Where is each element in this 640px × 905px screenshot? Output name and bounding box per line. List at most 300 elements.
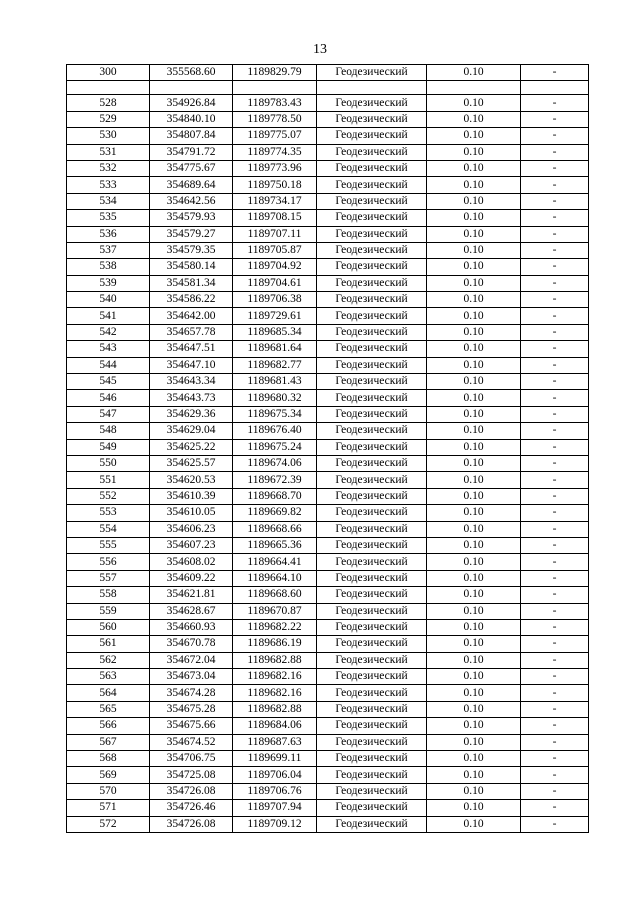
note-cell: - — [521, 472, 589, 488]
accuracy-cell: 0.10 — [427, 111, 521, 127]
point-number-cell: 569 — [67, 767, 150, 783]
method-cell: Геодезический — [317, 259, 427, 275]
y-coordinate-cell: 1189706.04 — [233, 767, 317, 783]
x-coordinate-cell: 354607.23 — [150, 537, 233, 553]
note-cell: - — [521, 488, 589, 504]
point-number-cell: 534 — [67, 193, 150, 209]
table-row — [67, 587, 589, 603]
accuracy-cell: 0.10 — [427, 357, 521, 373]
note-cell: - — [521, 439, 589, 455]
y-coordinate-cell: 1189672.39 — [233, 472, 317, 488]
note-cell: - — [521, 324, 589, 340]
note-cell: - — [521, 111, 589, 127]
point-number-cell: 551 — [67, 472, 150, 488]
accuracy-cell: 0.10 — [427, 554, 521, 570]
y-coordinate-cell: 1189750.18 — [233, 177, 317, 193]
method-cell: Геодезический — [317, 816, 427, 832]
note-cell: - — [521, 193, 589, 209]
x-coordinate-cell: 354657.78 — [150, 324, 233, 340]
y-coordinate-cell: 1189783.43 — [233, 95, 317, 111]
accuracy-cell: 0.10 — [427, 177, 521, 193]
x-coordinate-cell: 354608.02 — [150, 554, 233, 570]
method-cell: Геодезический — [317, 652, 427, 668]
method-cell: Геодезический — [317, 439, 427, 455]
y-coordinate-cell: 1189680.32 — [233, 390, 317, 406]
point-number-cell: 563 — [67, 669, 150, 685]
x-coordinate-cell: 354579.93 — [150, 210, 233, 226]
x-coordinate-cell: 354629.36 — [150, 406, 233, 422]
accuracy-cell: 0.10 — [427, 619, 521, 635]
note-cell: - — [521, 65, 589, 81]
table-row — [67, 505, 589, 521]
y-coordinate-cell: 1189675.34 — [233, 406, 317, 422]
x-coordinate-cell: 354674.52 — [150, 734, 233, 750]
table-row — [67, 669, 589, 685]
accuracy-cell: 0.10 — [427, 570, 521, 586]
table-row — [67, 636, 589, 652]
y-coordinate-cell: 1189685.34 — [233, 324, 317, 340]
method-cell: Геодезический — [317, 783, 427, 799]
table-row — [67, 292, 589, 308]
point-number-cell: 557 — [67, 570, 150, 586]
table-row — [67, 341, 589, 357]
point-number-cell: 537 — [67, 242, 150, 258]
method-cell: Геодезический — [317, 242, 427, 258]
accuracy-cell: 0.10 — [427, 537, 521, 553]
accuracy-cell: 0.10 — [427, 406, 521, 422]
x-coordinate-cell: 354642.00 — [150, 308, 233, 324]
y-coordinate-cell: 1189676.40 — [233, 423, 317, 439]
accuracy-cell: 0.10 — [427, 587, 521, 603]
table-row — [67, 357, 589, 373]
accuracy-cell: 0.10 — [427, 374, 521, 390]
y-coordinate-cell: 1189706.38 — [233, 292, 317, 308]
y-coordinate-cell: 1189687.63 — [233, 734, 317, 750]
accuracy-cell: 0.10 — [427, 65, 521, 81]
point-number-cell — [67, 81, 150, 95]
accuracy-cell: 0.10 — [427, 341, 521, 357]
table-row — [67, 390, 589, 406]
note-cell: - — [521, 128, 589, 144]
accuracy-cell: 0.10 — [427, 472, 521, 488]
table-row — [67, 816, 589, 832]
point-number-cell: 547 — [67, 406, 150, 422]
note-cell: - — [521, 701, 589, 717]
accuracy-cell: 0.10 — [427, 652, 521, 668]
table-row — [67, 95, 589, 111]
y-coordinate-cell: 1189682.88 — [233, 652, 317, 668]
note-cell: - — [521, 292, 589, 308]
table-row — [67, 685, 589, 701]
point-number-cell: 541 — [67, 308, 150, 324]
table-row — [67, 570, 589, 586]
note-cell: - — [521, 521, 589, 537]
method-cell: Геодезический — [317, 505, 427, 521]
method-cell: Геодезический — [317, 210, 427, 226]
x-coordinate-cell: 354660.93 — [150, 619, 233, 635]
accuracy-cell: 0.10 — [427, 669, 521, 685]
point-number-cell: 536 — [67, 226, 150, 242]
table-row — [67, 603, 589, 619]
point-number-cell: 555 — [67, 537, 150, 553]
accuracy-cell: 0.10 — [427, 488, 521, 504]
note-cell: - — [521, 259, 589, 275]
accuracy-cell: 0.10 — [427, 292, 521, 308]
point-number-cell: 544 — [67, 357, 150, 373]
method-cell: Геодезический — [317, 128, 427, 144]
method-cell: Геодезический — [317, 701, 427, 717]
accuracy-cell: 0.10 — [427, 685, 521, 701]
accuracy-cell: 0.10 — [427, 455, 521, 471]
point-number-cell: 554 — [67, 521, 150, 537]
point-number-cell: 530 — [67, 128, 150, 144]
table-row — [67, 734, 589, 750]
y-coordinate-cell: 1189708.15 — [233, 210, 317, 226]
method-cell: Геодезический — [317, 521, 427, 537]
y-coordinate-cell: 1189682.16 — [233, 685, 317, 701]
note-cell: - — [521, 800, 589, 816]
accuracy-cell — [427, 81, 521, 95]
table-row — [67, 144, 589, 160]
table-row — [67, 488, 589, 504]
x-coordinate-cell: 354726.08 — [150, 783, 233, 799]
note-cell: - — [521, 619, 589, 635]
table-row — [67, 439, 589, 455]
y-coordinate-cell: 1189774.35 — [233, 144, 317, 160]
point-number-cell: 553 — [67, 505, 150, 521]
y-coordinate-cell: 1189734.17 — [233, 193, 317, 209]
note-cell: - — [521, 242, 589, 258]
point-number-cell: 571 — [67, 800, 150, 816]
x-coordinate-cell: 354674.28 — [150, 685, 233, 701]
y-coordinate-cell: 1189674.06 — [233, 455, 317, 471]
x-coordinate-cell: 354610.05 — [150, 505, 233, 521]
x-coordinate-cell: 355568.60 — [150, 65, 233, 81]
table-row — [67, 275, 589, 291]
x-coordinate-cell: 354647.51 — [150, 341, 233, 357]
table-row — [67, 226, 589, 242]
y-coordinate-cell: 1189707.11 — [233, 226, 317, 242]
x-coordinate-cell: 354579.27 — [150, 226, 233, 242]
x-coordinate-cell: 354689.64 — [150, 177, 233, 193]
point-number-cell: 552 — [67, 488, 150, 504]
y-coordinate-cell: 1189704.92 — [233, 259, 317, 275]
table-row — [67, 160, 589, 176]
accuracy-cell: 0.10 — [427, 144, 521, 160]
accuracy-cell: 0.10 — [427, 128, 521, 144]
y-coordinate-cell: 1189706.76 — [233, 783, 317, 799]
x-coordinate-cell — [150, 81, 233, 95]
accuracy-cell: 0.10 — [427, 734, 521, 750]
method-cell: Геодезический — [317, 751, 427, 767]
method-cell: Геодезический — [317, 65, 427, 81]
y-coordinate-cell: 1189775.07 — [233, 128, 317, 144]
x-coordinate-cell: 354725.08 — [150, 767, 233, 783]
note-cell: - — [521, 177, 589, 193]
method-cell: Геодезический — [317, 341, 427, 357]
accuracy-cell: 0.10 — [427, 800, 521, 816]
y-coordinate-cell: 1189664.41 — [233, 554, 317, 570]
method-cell: Геодезический — [317, 193, 427, 209]
table-row — [67, 521, 589, 537]
x-coordinate-cell: 354579.35 — [150, 242, 233, 258]
method-cell: Геодезический — [317, 406, 427, 422]
x-coordinate-cell: 354610.39 — [150, 488, 233, 504]
note-cell — [521, 81, 589, 95]
y-coordinate-cell: 1189684.06 — [233, 718, 317, 734]
table-row — [67, 81, 589, 95]
note-cell: - — [521, 587, 589, 603]
y-coordinate-cell: 1189682.16 — [233, 669, 317, 685]
accuracy-cell: 0.10 — [427, 603, 521, 619]
method-cell: Геодезический — [317, 472, 427, 488]
point-number-cell: 535 — [67, 210, 150, 226]
note-cell: - — [521, 144, 589, 160]
method-cell: Геодезический — [317, 177, 427, 193]
note-cell: - — [521, 357, 589, 373]
accuracy-cell: 0.10 — [427, 767, 521, 783]
point-number-cell: 531 — [67, 144, 150, 160]
point-number-cell: 540 — [67, 292, 150, 308]
y-coordinate-cell: 1189729.61 — [233, 308, 317, 324]
y-coordinate-cell: 1189704.61 — [233, 275, 317, 291]
point-number-cell: 565 — [67, 701, 150, 717]
accuracy-cell: 0.10 — [427, 701, 521, 717]
accuracy-cell: 0.10 — [427, 95, 521, 111]
x-coordinate-cell: 354675.66 — [150, 718, 233, 734]
note-cell: - — [521, 718, 589, 734]
table-row — [67, 767, 589, 783]
note-cell: - — [521, 341, 589, 357]
y-coordinate-cell — [233, 81, 317, 95]
x-coordinate-cell: 354673.04 — [150, 669, 233, 685]
table-row — [67, 455, 589, 471]
point-number-cell: 566 — [67, 718, 150, 734]
point-number-cell: 550 — [67, 455, 150, 471]
note-cell: - — [521, 505, 589, 521]
accuracy-cell: 0.10 — [427, 259, 521, 275]
note-cell: - — [521, 275, 589, 291]
point-number-cell: 300 — [67, 65, 150, 81]
accuracy-cell: 0.10 — [427, 783, 521, 799]
method-cell — [317, 81, 427, 95]
note-cell: - — [521, 751, 589, 767]
point-number-cell: 556 — [67, 554, 150, 570]
y-coordinate-cell: 1189707.94 — [233, 800, 317, 816]
y-coordinate-cell: 1189829.79 — [233, 65, 317, 81]
table-row — [67, 177, 589, 193]
y-coordinate-cell: 1189686.19 — [233, 636, 317, 652]
table-row — [67, 65, 589, 81]
point-number-cell: 559 — [67, 603, 150, 619]
method-cell: Геодезический — [317, 570, 427, 586]
table-row — [67, 406, 589, 422]
x-coordinate-cell: 354807.84 — [150, 128, 233, 144]
note-cell: - — [521, 816, 589, 832]
table-row — [67, 308, 589, 324]
method-cell: Геодезический — [317, 111, 427, 127]
y-coordinate-cell: 1189699.11 — [233, 751, 317, 767]
note-cell: - — [521, 783, 589, 799]
method-cell: Геодезический — [317, 357, 427, 373]
accuracy-cell: 0.10 — [427, 242, 521, 258]
method-cell: Геодезический — [317, 226, 427, 242]
point-number-cell: 549 — [67, 439, 150, 455]
method-cell: Геодезический — [317, 308, 427, 324]
coordinates-table — [66, 64, 589, 833]
method-cell: Геодезический — [317, 734, 427, 750]
accuracy-cell: 0.10 — [427, 636, 521, 652]
x-coordinate-cell: 354581.34 — [150, 275, 233, 291]
y-coordinate-cell: 1189681.64 — [233, 341, 317, 357]
table-row — [67, 374, 589, 390]
point-number-cell: 533 — [67, 177, 150, 193]
note-cell: - — [521, 95, 589, 111]
accuracy-cell: 0.10 — [427, 718, 521, 734]
y-coordinate-cell: 1189705.87 — [233, 242, 317, 258]
note-cell: - — [521, 570, 589, 586]
x-coordinate-cell: 354926.84 — [150, 95, 233, 111]
point-number-cell: 561 — [67, 636, 150, 652]
x-coordinate-cell: 354643.34 — [150, 374, 233, 390]
method-cell: Геодезический — [317, 488, 427, 504]
x-coordinate-cell: 354621.81 — [150, 587, 233, 603]
point-number-cell: 543 — [67, 341, 150, 357]
note-cell: - — [521, 636, 589, 652]
point-number-cell: 532 — [67, 160, 150, 176]
point-number-cell: 567 — [67, 734, 150, 750]
table-row — [67, 783, 589, 799]
x-coordinate-cell: 354643.73 — [150, 390, 233, 406]
point-number-cell: 558 — [67, 587, 150, 603]
accuracy-cell: 0.10 — [427, 751, 521, 767]
method-cell: Геодезический — [317, 95, 427, 111]
accuracy-cell: 0.10 — [427, 275, 521, 291]
y-coordinate-cell: 1189670.87 — [233, 603, 317, 619]
point-number-cell: 538 — [67, 259, 150, 275]
x-coordinate-cell: 354726.46 — [150, 800, 233, 816]
note-cell: - — [521, 554, 589, 570]
table-row — [67, 652, 589, 668]
accuracy-cell: 0.10 — [427, 439, 521, 455]
table-row — [67, 259, 589, 275]
x-coordinate-cell: 354670.78 — [150, 636, 233, 652]
table-row — [67, 324, 589, 340]
y-coordinate-cell: 1189668.66 — [233, 521, 317, 537]
method-cell: Геодезический — [317, 800, 427, 816]
table-row — [67, 701, 589, 717]
x-coordinate-cell: 354580.14 — [150, 259, 233, 275]
x-coordinate-cell: 354642.56 — [150, 193, 233, 209]
y-coordinate-cell: 1189709.12 — [233, 816, 317, 832]
x-coordinate-cell: 354672.04 — [150, 652, 233, 668]
point-number-cell: 568 — [67, 751, 150, 767]
x-coordinate-cell: 354840.10 — [150, 111, 233, 127]
method-cell: Геодезический — [317, 603, 427, 619]
x-coordinate-cell: 354647.10 — [150, 357, 233, 373]
method-cell: Геодезический — [317, 587, 427, 603]
x-coordinate-cell: 354586.22 — [150, 292, 233, 308]
method-cell: Геодезический — [317, 537, 427, 553]
accuracy-cell: 0.10 — [427, 521, 521, 537]
note-cell: - — [521, 734, 589, 750]
point-number-cell: 529 — [67, 111, 150, 127]
table-row — [67, 242, 589, 258]
x-coordinate-cell: 354625.57 — [150, 455, 233, 471]
note-cell: - — [521, 652, 589, 668]
y-coordinate-cell: 1189778.50 — [233, 111, 317, 127]
accuracy-cell: 0.10 — [427, 505, 521, 521]
x-coordinate-cell: 354775.67 — [150, 160, 233, 176]
point-number-cell: 564 — [67, 685, 150, 701]
accuracy-cell: 0.10 — [427, 160, 521, 176]
x-coordinate-cell: 354791.72 — [150, 144, 233, 160]
y-coordinate-cell: 1189682.77 — [233, 357, 317, 373]
y-coordinate-cell: 1189668.70 — [233, 488, 317, 504]
note-cell: - — [521, 767, 589, 783]
y-coordinate-cell: 1189682.22 — [233, 619, 317, 635]
table-row — [67, 718, 589, 734]
method-cell: Геодезический — [317, 144, 427, 160]
accuracy-cell: 0.10 — [427, 210, 521, 226]
y-coordinate-cell: 1189664.10 — [233, 570, 317, 586]
note-cell: - — [521, 669, 589, 685]
accuracy-cell: 0.10 — [427, 193, 521, 209]
method-cell: Геодезический — [317, 324, 427, 340]
point-number-cell: 539 — [67, 275, 150, 291]
note-cell: - — [521, 603, 589, 619]
x-coordinate-cell: 354628.67 — [150, 603, 233, 619]
note-cell: - — [521, 423, 589, 439]
x-coordinate-cell: 354629.04 — [150, 423, 233, 439]
y-coordinate-cell: 1189665.36 — [233, 537, 317, 553]
point-number-cell: 572 — [67, 816, 150, 832]
method-cell: Геодезический — [317, 669, 427, 685]
point-number-cell: 548 — [67, 423, 150, 439]
point-number-cell: 562 — [67, 652, 150, 668]
page-number: 13 — [313, 42, 327, 57]
point-number-cell: 542 — [67, 324, 150, 340]
method-cell: Геодезический — [317, 160, 427, 176]
note-cell: - — [521, 210, 589, 226]
point-number-cell: 546 — [67, 390, 150, 406]
y-coordinate-cell: 1189681.43 — [233, 374, 317, 390]
table-row — [67, 472, 589, 488]
note-cell: - — [521, 374, 589, 390]
accuracy-cell: 0.10 — [427, 308, 521, 324]
y-coordinate-cell: 1189668.60 — [233, 587, 317, 603]
x-coordinate-cell: 354675.28 — [150, 701, 233, 717]
x-coordinate-cell: 354609.22 — [150, 570, 233, 586]
table-row — [67, 537, 589, 553]
accuracy-cell: 0.10 — [427, 390, 521, 406]
method-cell: Геодезический — [317, 292, 427, 308]
accuracy-cell: 0.10 — [427, 423, 521, 439]
x-coordinate-cell: 354606.23 — [150, 521, 233, 537]
y-coordinate-cell: 1189773.96 — [233, 160, 317, 176]
x-coordinate-cell: 354726.08 — [150, 816, 233, 832]
table-row — [67, 751, 589, 767]
point-number-cell: 570 — [67, 783, 150, 799]
table-row — [67, 423, 589, 439]
method-cell: Геодезический — [317, 718, 427, 734]
point-number-cell: 560 — [67, 619, 150, 635]
point-number-cell: 528 — [67, 95, 150, 111]
table-row — [67, 210, 589, 226]
x-coordinate-cell: 354706.75 — [150, 751, 233, 767]
table-row — [67, 193, 589, 209]
accuracy-cell: 0.10 — [427, 324, 521, 340]
